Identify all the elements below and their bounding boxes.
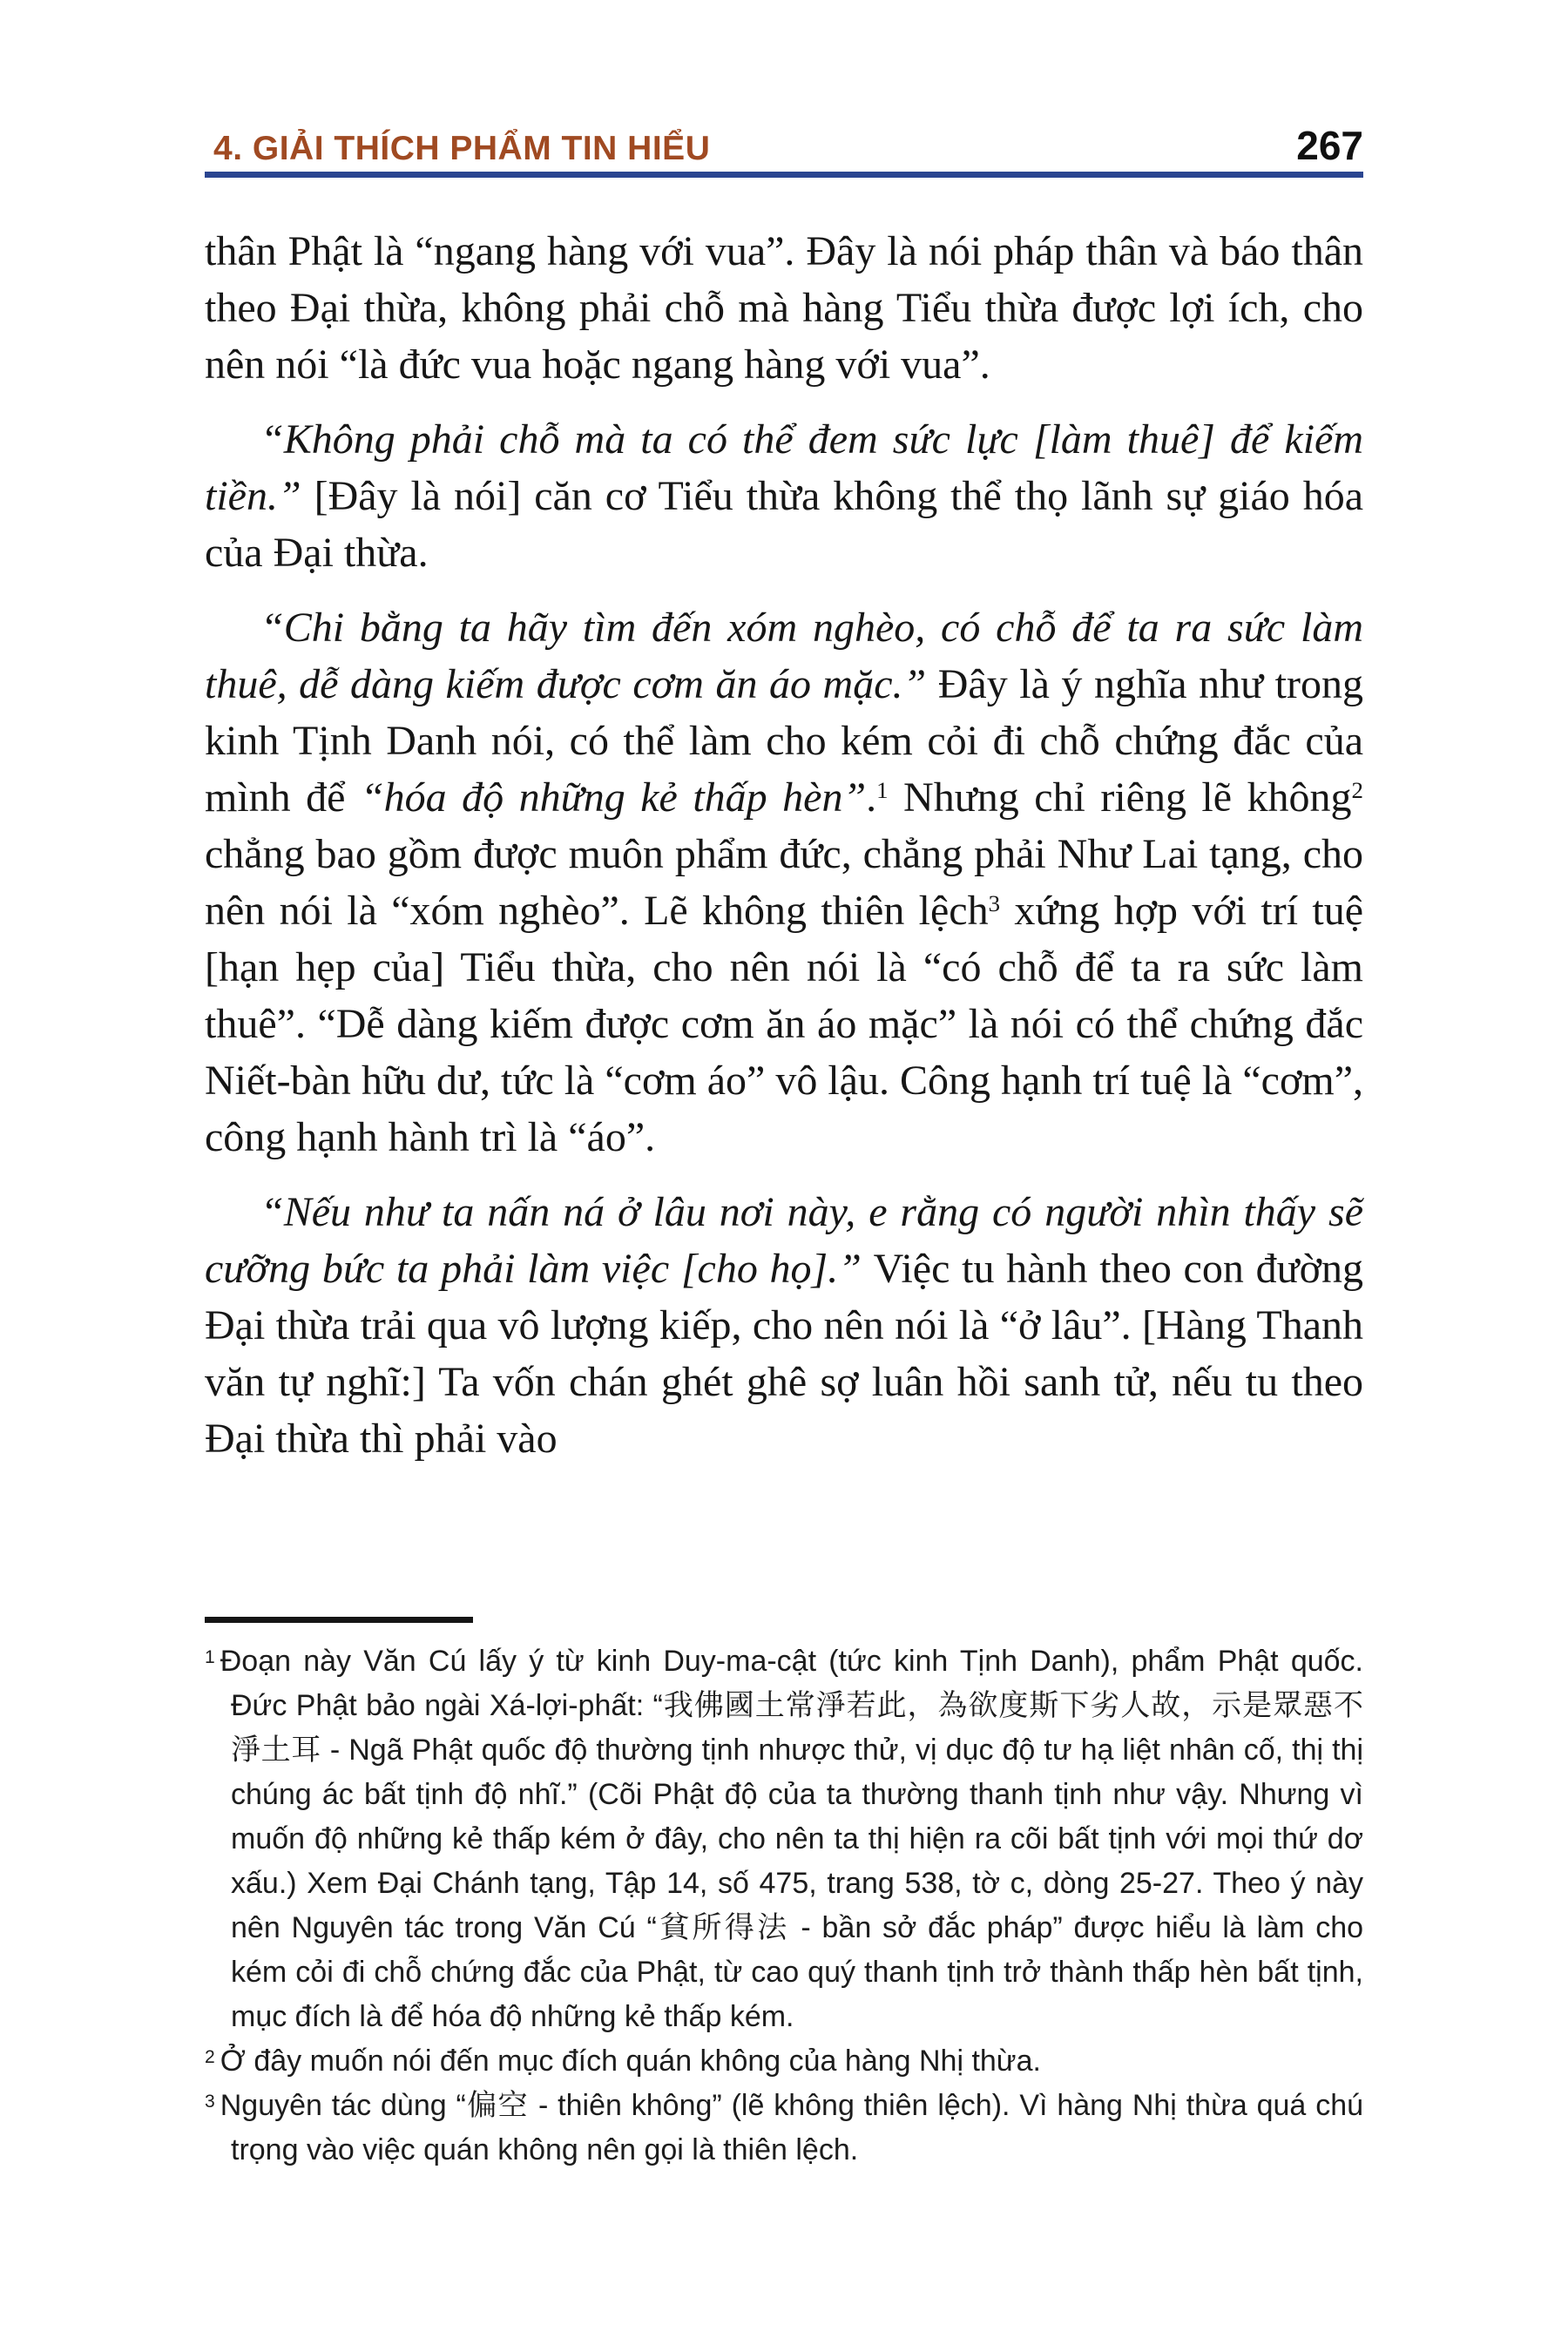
footnote-marker: 1 bbox=[205, 1646, 215, 1667]
paragraph bbox=[205, 1184, 1363, 1467]
text-run: Nguyên tác dùng “ bbox=[220, 2089, 466, 2122]
text-run: Nhưng chỉ riêng lẽ không bbox=[888, 774, 1352, 821]
text-run: thân Phật là “ngang hàng với vua”. Đây là nói pháp thân và báo thân theo Đại thừa, không phải chỗ mà hàng Tiểu thừa được lợi ích, cho nên nói “là đức vua hoặc ngang hàng với vua”. bbox=[205, 228, 1363, 388]
paragraph bbox=[205, 599, 1363, 1166]
text-run: Đây là ý nghĩa như trong kinh Tịnh Danh nói, có thể làm cho kém cỏi đi chỗ chứng đắc của mình để bbox=[205, 661, 1363, 821]
text-run: “Chi bằng ta hãy tìm đến xóm nghèo, có chỗ để ta ra sức làm thuê, dễ dàng kiếm được cơm ăn áo mặc.” bbox=[205, 605, 1363, 707]
text-run: - Ngã Phật quốc độ thường tịnh nhược thử, vị dục độ tư hạ liệt nhân cố, thị thị chúng ác bất tịnh độ nhĩ.” (Cõi Phật độ của ta thường thanh tịnh như vậy. Nhưng vì muốn độ những kẻ thấp kém ở đây, cho nên ta thị hiện ra cõi bất tịnh với mọi thứ dơ xấu.) Xem Đại Chánh tạng, Tập 14, số 475, trang 538, tờ c, dòng 25-27. Theo ý này nên Nguyên tác trong Văn Cú “ bbox=[231, 1734, 1364, 1944]
chinese-text: 貧所得法 bbox=[656, 1910, 790, 1945]
footnote-marker: 3 bbox=[205, 2091, 215, 2112]
paragraph bbox=[205, 411, 1363, 581]
footnote bbox=[205, 1639, 1363, 2039]
text-run: Đoạn này Văn Cú lấy ý từ kinh Duy-ma-cật (tức kinh Tịnh Danh), phẩm Phật quốc. Đức Phật bảo ngài Xá-lợi-phất: “ bbox=[220, 1645, 1363, 1722]
text-run: - thiên không” (lẽ không thiên lệch). Vì hàng Nhị thừa quá chú trọng vào việc quán không nên gọi là thiên lệch. bbox=[231, 2089, 1364, 2166]
footnote-reference: 2 bbox=[1351, 777, 1363, 804]
footnote-reference: 1 bbox=[876, 777, 889, 804]
text-run: “Nếu như ta nấn ná ở lâu nơi này, e rằng có người nhìn thấy sẽ cưỡng bức ta phải làm việc [cho họ].” bbox=[205, 1189, 1363, 1292]
header-rule bbox=[205, 172, 1363, 178]
text-run: Việc tu hành theo con đường Đại thừa trải qua vô lượng kiếp, cho nên nói là “ở lâu”. [Hàng Thanh văn tự nghĩ:] Ta vốn chán ghét ghê sợ luân hồi sanh tử, nếu tu theo Đại thừa thì phải vào bbox=[205, 1246, 1363, 1462]
paragraph bbox=[205, 223, 1363, 393]
page-header bbox=[205, 122, 1363, 169]
text-run: [Đây là nói] căn cơ Tiểu thừa không thể thọ lãnh sự giáo hóa của Đại thừa. bbox=[205, 473, 1364, 576]
text-run: . bbox=[866, 774, 877, 821]
text-run: xứng hợp với trí tuệ [hạn hẹp của] Tiểu thừa, cho nên nói là “có chỗ để ta ra sức làm thuê”. “Dễ dàng kiếm được cơm ăn áo mặc” là nói có thể chứng đắc Niết-bàn hữu dư, tức là “cơm áo” vô lậu. Công hạnh trí tuệ là “cơm”, công hạnh hành trì là “áo”. bbox=[205, 888, 1363, 1160]
text-run: “Không phải chỗ mà ta có thể đem sức lực [làm thuê] để kiếm tiền.” bbox=[205, 416, 1363, 519]
page-number: 267 bbox=[1296, 123, 1363, 168]
footnote bbox=[205, 2084, 1363, 2173]
footnotes-section bbox=[205, 1639, 1363, 2173]
body-text bbox=[205, 223, 1363, 1485]
footnote-separator bbox=[205, 1617, 473, 1623]
footnote bbox=[205, 2039, 1363, 2084]
text-run: - bần sở đắc pháp” được hiểu là làm cho kém cỏi đi chỗ chứng đắc của Phật, từ cao quý thanh tịnh trở thành thấp hèn bất tịnh, mục đích là để hóa độ những kẻ thấp kém. bbox=[231, 1911, 1364, 2033]
chinese-text: 偏空 bbox=[465, 2088, 530, 2123]
footnote-reference: 3 bbox=[988, 890, 1001, 917]
chapter-header: 4. GIẢI THÍCH PHẨM TIN HIỂU bbox=[213, 130, 711, 167]
text-run: Ở đây muốn nói đến mục đích quán không của hàng Nhị thừa. bbox=[220, 2044, 1041, 2078]
text-run: “hóa độ những kẻ thấp hèn” bbox=[360, 774, 867, 821]
footnote-marker: 2 bbox=[205, 2046, 215, 2067]
text-run: chẳng bao gồm được muôn phẩm đức, chẳng phải Như Lai tạng, cho nên nói là “xóm nghèo”. Lẽ không thiên lệch bbox=[205, 831, 1363, 934]
chinese-text: 我佛國土常淨若此，為欲度斯下劣人故，示是眾惡不淨土耳 bbox=[231, 1688, 1364, 1767]
